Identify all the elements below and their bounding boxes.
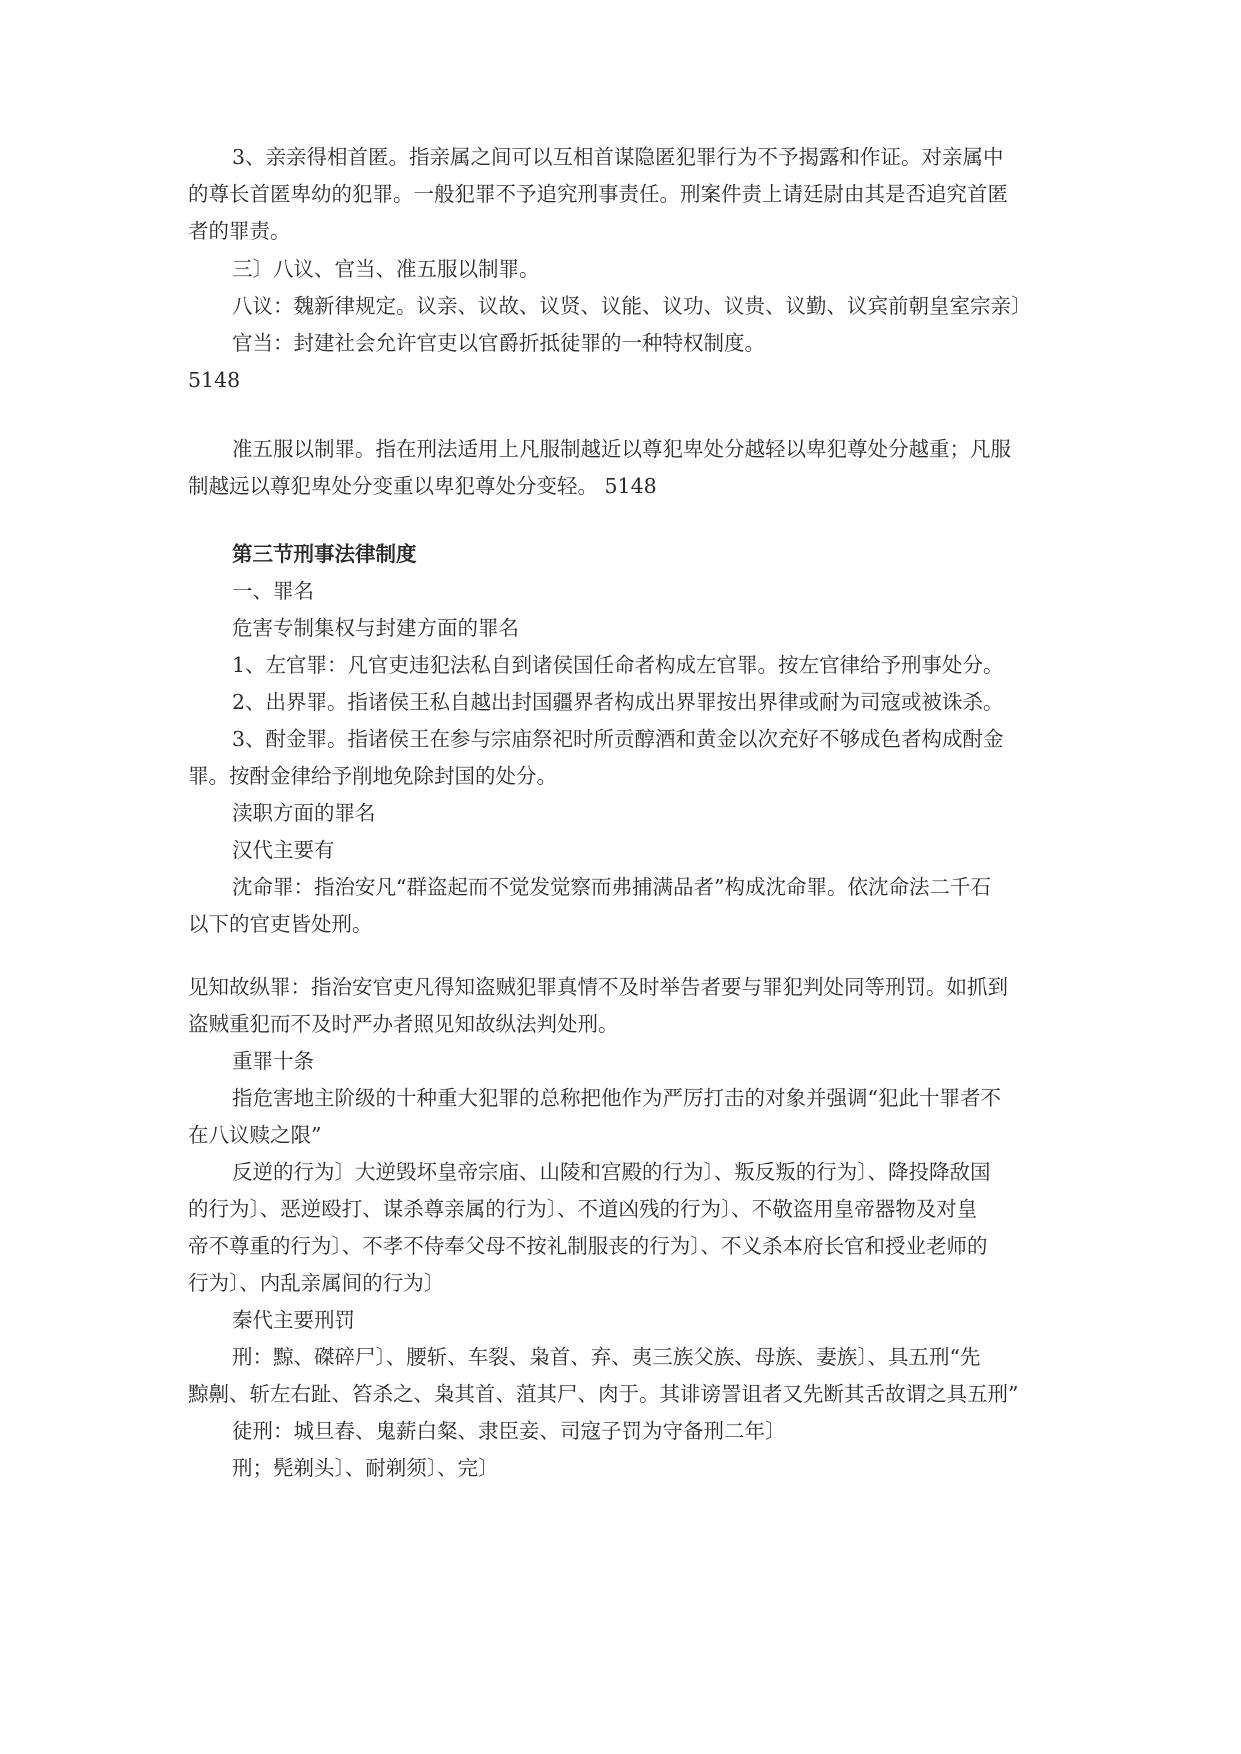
paragraph-line: 制越远以尊犯卑处分变重以卑犯尊处分变轻。 5148 [188, 474, 657, 498]
paragraph-line: 帝不尊重的行为〕、不孝不侍奉父母不按礼制服丧的行为〕、不义杀本府长官和授业老师的 [188, 1234, 988, 1258]
paragraph-line: 渎职方面的罪名 [232, 801, 376, 825]
paragraph-line: 八议：魏新律规定。议亲、议故、议贤、议能、议功、议贵、议勤、议宾前朝皇室宗亲〕 [232, 294, 1032, 318]
paragraph-line: 的行为〕、恶逆殴打、谋杀尊亲属的行为〕、不道凶残的行为〕、不敬盗用皇帝器物及对皇 [188, 1197, 978, 1221]
paragraph-line: 以下的官吏皆处刑。 [188, 912, 373, 936]
paragraph-line: 徒刑：城旦舂、鬼薪白粲、隶臣妾、司寇子罚为守备刑二年〕 [232, 1419, 786, 1443]
paragraph-line: 3、亲亲得相首匿。指亲属之间可以互相首谋隐匿犯罪行为不予揭露和作证。对亲属中 [232, 145, 1004, 169]
paragraph-line: 危害专制集权与封建方面的罪名 [232, 616, 519, 640]
paragraph-line: 的尊长首匿卑幼的犯罪。一般犯罪不予追究刑事责任。刑案件责上请廷尉由其是否追究首匿 [188, 182, 1008, 206]
paragraph-line: 见知故纵罪：指治安官吏凡得知盗贼犯罪真情不及时举告者要与罪犯判处同等刑罚。如抓到 [188, 975, 1008, 999]
paragraph-line: 准五服以制罪。指在刑法适用上凡服制越近以尊犯卑处分越轻以卑犯尊处分越重；凡服 [232, 437, 1011, 461]
paragraph-line: 者的罪责。 [188, 219, 291, 243]
paragraph-line: 刑；髡剃头〕、耐剃须〕、完〕 [232, 1456, 499, 1480]
paragraph-line: 汉代主要有 [232, 838, 335, 862]
paragraph-line: 1、左官罪：凡官吏违犯法私自到诸侯国任命者构成左官罪。按左官律给予刑事处分。 [232, 653, 1004, 677]
page-number: 5148 [188, 368, 241, 392]
paragraph-line: 盗贼重犯而不及时严办者照见知故纵法判处刑。 [188, 1012, 619, 1036]
paragraph-line: 3、酎金罪。指诸侯王在参与宗庙祭祀时所贡醇酒和黄金以次充好不够成色者构成酎金 [232, 727, 1004, 751]
paragraph-line: 一、罪名 [232, 579, 314, 603]
paragraph-line: 沈命罪：指治安凡“群盗起而不觉发觉察而弗捕满品者”构成沈命罪。依沈命法二千石 [232, 875, 991, 899]
paragraph-line: 三〕八议、官当、准五服以制罪。 [232, 257, 540, 281]
paragraph-line: 指危害地主阶级的十种重大犯罪的总称把他作为严厉打击的对象并强调“犯此十罪者不 [232, 1086, 1001, 1110]
section-heading: 第三节刑事法律制度 [232, 542, 417, 566]
paragraph-line: 黥劓、斩左右趾、笞杀之、枭其首、菹其尸、肉于。其诽谤詈诅者又先断其舌故谓之具五刑” [188, 1382, 1019, 1406]
paragraph-line: 罪。按酎金律给予削地免除封国的处分。 [188, 764, 557, 788]
paragraph-line: 秦代主要刑罚 [232, 1308, 355, 1332]
paragraph-line: 刑：黥、磔碎尸〕、腰斩、车裂、枭首、弃、夷三族父族、母族、妻族〕、具五刑“先 [232, 1345, 981, 1369]
paragraph-line: 2、出界罪。指诸侯王私自越出封国疆界者构成出界罪按出界律或耐为司寇或被诛杀。 [232, 690, 1004, 714]
paragraph-line: 官当：封建社会允许官吏以官爵折抵徒罪的一种特权制度。 [232, 331, 765, 355]
paragraph-line: 在八议赎之限” [188, 1123, 322, 1147]
paragraph-line: 行为〕、内乱亲属间的行为〕 [188, 1271, 445, 1295]
paragraph-line: 反逆的行为〕大逆毁坏皇帝宗庙、山陵和宫殿的行为〕、叛反叛的行为〕、降投降敌国 [232, 1160, 991, 1184]
paragraph-line: 重罪十条 [232, 1049, 314, 1073]
